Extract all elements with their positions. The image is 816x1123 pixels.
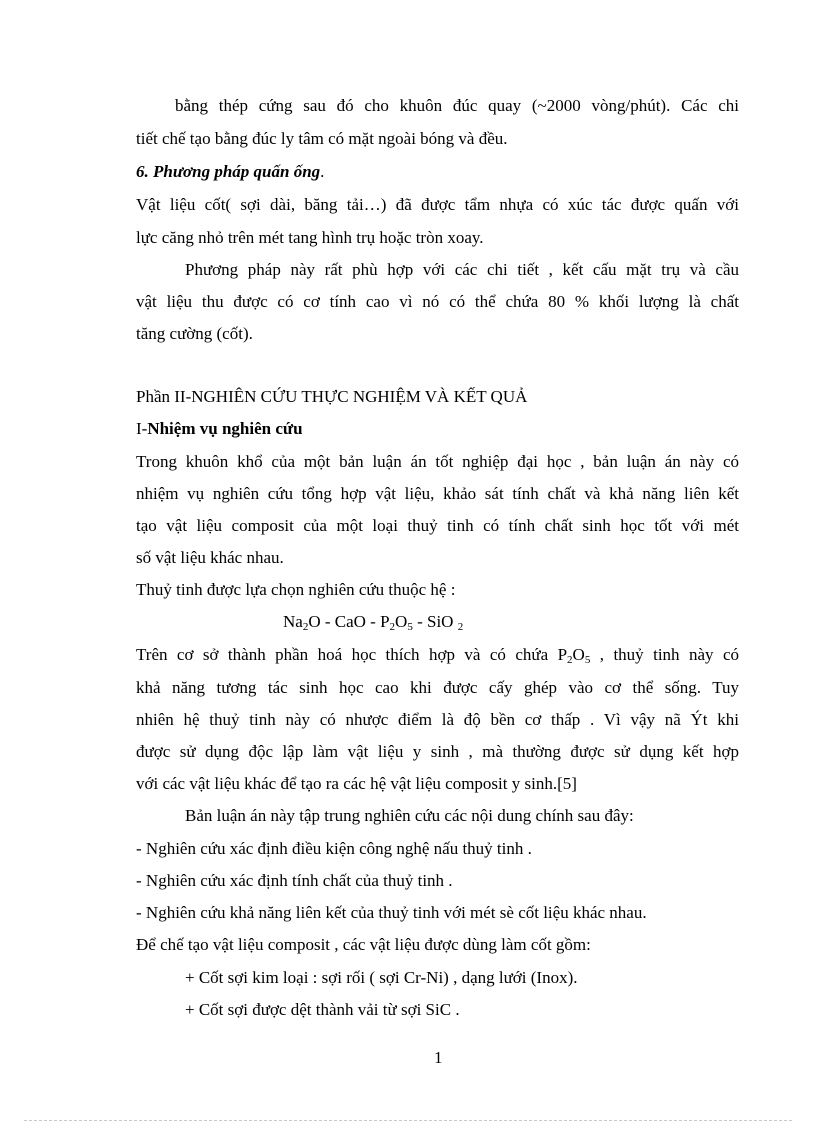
paragraph-line: Thuỷ tinh được lựa chọn nghiên cứu thuộc hệ : (136, 580, 456, 599)
paragraph-line: số vật liệu khác nhau. (136, 548, 284, 567)
formula-part: Na (283, 612, 303, 631)
paragraph-line: Bản luận án này tập trung nghiên cứu các nội dung chính sau đây: (185, 806, 634, 825)
paragraph-line: bằng thép cứng sau đó cho khuôn đúc quay (~2000 vòng/phút). Các chi (175, 96, 739, 115)
paragraph-line: lực căng nhỏ trên mét tang hình trụ hoặc tròn xoay. (136, 228, 484, 247)
paragraph-line (136, 644, 739, 666)
list-item: + Cốt sợi được dệt thành vải từ sợi SiC . (185, 1000, 460, 1019)
list-item: - Nghiên cứu khả năng liên kết của thuỷ tinh với mét sè cốt liệu khác nhau. (136, 903, 647, 922)
paragraph-line: tạo vật liệu composit của một loại thuỷ tinh có tính chất sinh học tốt với mét (136, 516, 739, 535)
formula-part: O - CaO - P (308, 612, 390, 631)
paragraph-line: Phương pháp này rất phù hợp với các chi tiết , kết cấu mặt trụ và cầu (185, 260, 739, 279)
formula-subscript: 2 (567, 654, 573, 666)
paragraph-line: Trong khuôn khổ của một bản luận án tốt nghiệp đại học , bản luận án này có (136, 452, 739, 471)
page-number: 1 (434, 1048, 443, 1067)
section-heading-text: 6. Phương pháp quấn ống (136, 162, 321, 181)
paragraph-line: Vật liệu cốt( sợi dài, băng tải…) đã được tẩm nhựa có xúc tác được quấn với (136, 195, 739, 214)
paragraph-line: được sử dụng độc lập làm vật liệu y sinh , mà thường được sử dụng kết hợp (136, 742, 739, 761)
formula-subscript: 5 (407, 621, 413, 633)
paragraph-line: Để chế tạo vật liệu composit , các vật liệu được dùng làm cốt gồm: (136, 935, 591, 954)
page-bottom-rule (24, 1120, 792, 1121)
list-item: - Nghiên cứu xác định điều kiện công nghệ nấu thuỷ tinh . (136, 839, 532, 858)
text-run: Trên cơ sở thành phần hoá học thích hợp và có chứa P (136, 645, 568, 664)
part-heading: Phần II-NGHIÊN CỨU THỰC NGHIỆM VÀ KẾT QUẢ (136, 387, 528, 406)
paragraph-line: nhiên hệ thuỷ tinh này có nhược điểm là độ bền cơ thấp . Vì vậy nã Ýt khi (136, 710, 739, 729)
paragraph-line: tiết chế tạo bằng đúc ly tâm có mặt ngoài bóng và đều. (136, 129, 508, 148)
section-heading (136, 161, 739, 183)
text-run: O (572, 645, 585, 664)
subsection-prefix: I- (136, 419, 148, 438)
list-item: - Nghiên cứu xác định tính chất của thuỷ tinh . (136, 871, 453, 890)
subsection-title: Nhiệm vụ nghiên cứu (147, 419, 303, 438)
list-item: + Cốt sợi kim loại : sợi rối ( sợi Cr-Ni) , dạng lưới (Inox). (185, 968, 578, 987)
paragraph-line: khả năng tương tác sinh học cao khi được cấy ghép vào cơ thể sống. Tuy (136, 678, 739, 697)
paragraph-line: tăng cường (cốt). (136, 324, 253, 343)
subsection-heading (136, 418, 739, 440)
formula-subscript: 2 (389, 621, 396, 633)
formula-part: - SiO (412, 612, 458, 631)
chemical-formula (283, 611, 463, 633)
section-heading-dot: . (320, 162, 325, 181)
formula-subscript: 2 (457, 621, 464, 633)
text-run: , thuỷ tinh này có (590, 645, 739, 664)
formula-part: O (395, 612, 408, 631)
paragraph-line: vật liệu thu được có cơ tính cao vì nó có thể chứa 80 % khối lượng là chất (136, 292, 739, 311)
paragraph-line: với các vật liệu khác để tạo ra các hệ vật liệu composit y sinh.[5] (136, 774, 577, 793)
formula-subscript: 5 (584, 654, 591, 666)
paragraph-line: nhiệm vụ nghiên cứu tổng hợp vật liệu, khảo sát tính chất và khả năng liên kết (136, 484, 739, 503)
formula-subscript: 2 (302, 621, 309, 633)
